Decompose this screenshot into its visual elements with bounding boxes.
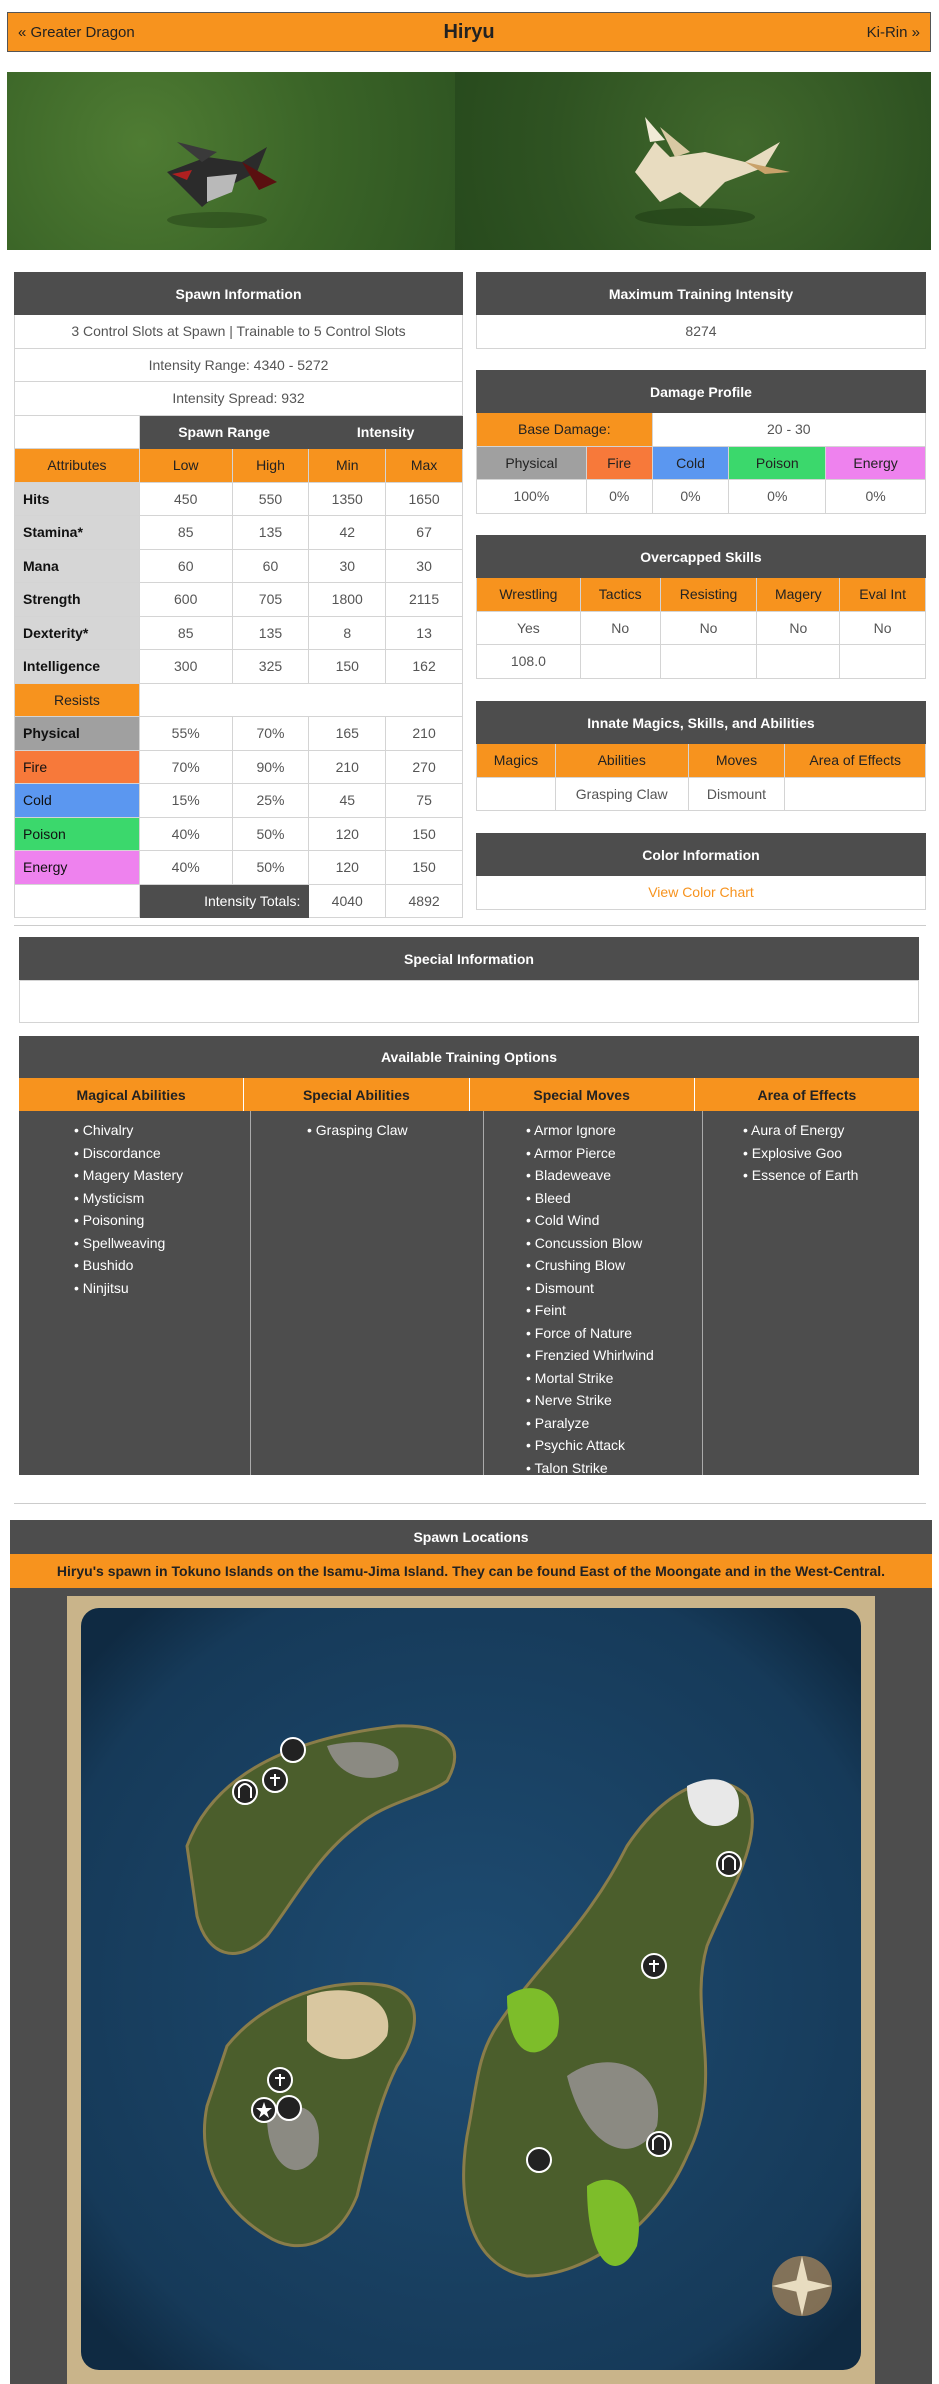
list-item: • Explosive Goo bbox=[743, 1142, 919, 1165]
page-title: Hiryu bbox=[443, 20, 495, 43]
innate-col-abilities: Abilities bbox=[555, 744, 688, 778]
low-header: Low bbox=[139, 449, 232, 483]
training-options-header: Available Training Options bbox=[19, 1036, 919, 1078]
skill-value bbox=[757, 645, 840, 679]
list-item: • Mortal Strike bbox=[526, 1367, 702, 1390]
attribute-high: 550 bbox=[232, 482, 309, 516]
list-item: • Grasping Claw bbox=[307, 1119, 483, 1142]
special-information-panel bbox=[19, 937, 919, 1023]
attribute-low: 85 bbox=[139, 516, 232, 550]
attribute-name: Intelligence bbox=[15, 650, 140, 684]
base-damage-value: 20 - 30 bbox=[652, 413, 925, 447]
list-item: • Essence of Earth bbox=[743, 1164, 919, 1187]
list-item: • Chivalry bbox=[74, 1119, 250, 1142]
light-hiryu-figure bbox=[605, 112, 795, 232]
attribute-row bbox=[15, 583, 463, 617]
attribute-min: 1350 bbox=[309, 482, 386, 516]
resist-max: 150 bbox=[386, 851, 463, 885]
skill-flag: No bbox=[757, 611, 840, 645]
intensity-total-max: 4892 bbox=[386, 884, 463, 918]
list-item: • Bladeweave bbox=[526, 1164, 702, 1187]
ankh-icon bbox=[263, 1768, 287, 1792]
damage-type-poison: Poison bbox=[729, 446, 826, 480]
divider bbox=[14, 1503, 926, 1504]
attribute-row bbox=[15, 549, 463, 583]
spawn-locations-panel bbox=[10, 1520, 932, 2384]
resist-high: 70% bbox=[232, 717, 309, 751]
resist-low: 55% bbox=[139, 717, 232, 751]
spawn-locations-header: Spawn Locations bbox=[10, 1520, 932, 1554]
resist-row bbox=[15, 750, 463, 784]
resist-min: 120 bbox=[309, 817, 386, 851]
attribute-max: 1650 bbox=[386, 482, 463, 516]
special-information-header: Special Information bbox=[19, 937, 919, 980]
special-information-body bbox=[19, 980, 919, 1023]
list-item: • Cold Wind bbox=[526, 1209, 702, 1232]
attribute-row bbox=[15, 616, 463, 650]
list-item: • Bleed bbox=[526, 1187, 702, 1210]
damage-value-poison: 0% bbox=[729, 480, 826, 514]
min-header: Min bbox=[309, 449, 386, 483]
hiryu-dark-image bbox=[7, 72, 457, 250]
innate-col-aoe: Area of Effects bbox=[785, 744, 926, 778]
attribute-low: 300 bbox=[139, 650, 232, 684]
attribute-min: 42 bbox=[309, 516, 386, 550]
next-creature-link[interactable]: Ki-Rin » bbox=[866, 23, 920, 41]
dark-hiryu-figure bbox=[147, 132, 297, 232]
skill-value bbox=[580, 645, 660, 679]
list-item: • Dismount bbox=[526, 1277, 702, 1300]
overcapped-skills-header: Overcapped Skills bbox=[477, 536, 926, 578]
attribute-row bbox=[15, 516, 463, 550]
training-options-panel bbox=[19, 1036, 919, 1475]
resist-max: 150 bbox=[386, 817, 463, 851]
moon-icon bbox=[527, 2148, 551, 2172]
resist-max: 270 bbox=[386, 750, 463, 784]
ankh-icon bbox=[642, 1954, 666, 1978]
intensity-totals-label: Intensity Totals: bbox=[139, 884, 309, 918]
skill-flag: No bbox=[580, 611, 660, 645]
training-col-title: Magical Abilities bbox=[19, 1078, 244, 1111]
view-color-chart-link[interactable]: View Color Chart bbox=[648, 884, 754, 901]
intensity-total-min: 4040 bbox=[309, 884, 386, 918]
innate-magics-value bbox=[477, 777, 556, 811]
overcapped-skills-panel bbox=[476, 535, 926, 679]
control-slots-text: 3 Control Slots at Spawn | Trainable to 5 Control Slots bbox=[15, 315, 463, 349]
attribute-min: 30 bbox=[309, 549, 386, 583]
resist-max: 210 bbox=[386, 717, 463, 751]
damage-type-energy: Energy bbox=[826, 446, 926, 480]
ocean bbox=[81, 1608, 861, 2370]
attribute-low: 600 bbox=[139, 583, 232, 617]
training-subheaders bbox=[19, 1078, 919, 1111]
list-item: • Frenzied Whirlwind bbox=[526, 1344, 702, 1367]
list-item: • Nerve Strike bbox=[526, 1389, 702, 1412]
attribute-min: 1800 bbox=[309, 583, 386, 617]
innate-moves-value: Dismount bbox=[688, 777, 785, 811]
resist-high: 50% bbox=[232, 817, 309, 851]
list-item: • Spellweaving bbox=[74, 1232, 250, 1255]
list-item: • Ninjitsu bbox=[74, 1277, 250, 1300]
tokuno-map bbox=[67, 1596, 875, 2384]
skill-flag: Yes bbox=[477, 611, 581, 645]
damage-type-physical: Physical bbox=[477, 446, 587, 480]
high-header: High bbox=[232, 449, 309, 483]
skill-name: Tactics bbox=[580, 578, 660, 612]
innate-abilities-header: Innate Magics, Skills, and Abilities bbox=[477, 702, 926, 744]
attribute-name: Dexterity* bbox=[15, 616, 140, 650]
skill-name: Eval Int bbox=[840, 578, 926, 612]
creature-banner bbox=[7, 72, 931, 250]
list-item: • Poisoning bbox=[74, 1209, 250, 1232]
list-item: • Magery Mastery bbox=[74, 1164, 250, 1187]
attribute-name: Strength bbox=[15, 583, 140, 617]
attribute-name: Stamina* bbox=[15, 516, 140, 550]
innate-col-moves: Moves bbox=[688, 744, 785, 778]
list-item: • Discordance bbox=[74, 1142, 250, 1165]
attribute-high: 135 bbox=[232, 616, 309, 650]
spawn-information-table bbox=[14, 272, 463, 918]
list-item: • Concussion Blow bbox=[526, 1232, 702, 1255]
resist-name: Poison bbox=[15, 817, 140, 851]
max-training-intensity-header: Maximum Training Intensity bbox=[477, 273, 926, 315]
max-training-intensity-panel bbox=[476, 272, 926, 349]
skill-name: Wrestling bbox=[477, 578, 581, 612]
attribute-low: 85 bbox=[139, 616, 232, 650]
skill-name: Magery bbox=[757, 578, 840, 612]
skill-name: Resisting bbox=[660, 578, 757, 612]
resist-name: Cold bbox=[15, 784, 140, 818]
intensity-range-text: Intensity Range: 4340 - 5272 bbox=[15, 348, 463, 382]
skill-value: 108.0 bbox=[477, 645, 581, 679]
innate-abilities-panel bbox=[476, 701, 926, 811]
attribute-name: Hits bbox=[15, 482, 140, 516]
damage-profile-header: Damage Profile bbox=[477, 371, 926, 413]
damage-value-energy: 0% bbox=[826, 480, 926, 514]
attribute-row bbox=[15, 482, 463, 516]
attributes-header: Attributes bbox=[15, 449, 140, 483]
damage-type-fire: Fire bbox=[586, 446, 652, 480]
list-item: • Talon Strike bbox=[526, 1457, 702, 1480]
list-item: • Aura of Energy bbox=[743, 1119, 919, 1142]
resist-row bbox=[15, 851, 463, 885]
spawn-locations-caption: Hiryu's spawn in Tokuno Islands on the Isamu-Jima Island. They can be found East of the Moongate and in the West-Central. bbox=[10, 1554, 932, 1588]
skill-flag: No bbox=[660, 611, 757, 645]
resist-low: 15% bbox=[139, 784, 232, 818]
resist-high: 50% bbox=[232, 851, 309, 885]
attribute-low: 450 bbox=[139, 482, 232, 516]
attribute-name: Mana bbox=[15, 549, 140, 583]
moongate-icon bbox=[233, 1780, 257, 1804]
attribute-min: 150 bbox=[309, 650, 386, 684]
special-abilities-column bbox=[251, 1111, 484, 1475]
damage-type-cold: Cold bbox=[652, 446, 729, 480]
resists-header: Resists bbox=[15, 683, 140, 717]
attribute-row bbox=[15, 650, 463, 684]
attribute-max: 162 bbox=[386, 650, 463, 684]
moongate-icon bbox=[647, 2132, 671, 2156]
innate-abilities-value: Grasping Claw bbox=[555, 777, 688, 811]
resist-high: 25% bbox=[232, 784, 309, 818]
special-moves-column bbox=[484, 1111, 703, 1475]
training-col-title: Area of Effects bbox=[695, 1078, 919, 1111]
totals-spacer bbox=[15, 884, 140, 918]
training-columns bbox=[19, 1111, 919, 1475]
resist-name: Energy bbox=[15, 851, 140, 885]
damage-value-fire: 0% bbox=[586, 480, 652, 514]
training-col-title: Special Moves bbox=[470, 1078, 695, 1111]
resist-max: 75 bbox=[386, 784, 463, 818]
list-item: • Paralyze bbox=[526, 1412, 702, 1435]
list-item: • Feint bbox=[526, 1299, 702, 1322]
skill-value bbox=[840, 645, 926, 679]
damage-profile-panel bbox=[476, 370, 926, 514]
attribute-max: 13 bbox=[386, 616, 463, 650]
base-damage-label: Base Damage: bbox=[477, 413, 653, 447]
divider bbox=[14, 925, 926, 926]
resist-row bbox=[15, 717, 463, 751]
attribute-high: 325 bbox=[232, 650, 309, 684]
innate-col-magics: Magics bbox=[477, 744, 556, 778]
damage-value-cold: 0% bbox=[652, 480, 729, 514]
color-information-panel bbox=[476, 833, 926, 910]
resist-min: 210 bbox=[309, 750, 386, 784]
skill-value bbox=[660, 645, 757, 679]
damage-value-physical: 100% bbox=[477, 480, 587, 514]
resist-low: 40% bbox=[139, 851, 232, 885]
resist-high: 90% bbox=[232, 750, 309, 784]
resist-row bbox=[15, 817, 463, 851]
list-item: • Crushing Blow bbox=[526, 1254, 702, 1277]
attribute-max: 30 bbox=[386, 549, 463, 583]
resist-name: Fire bbox=[15, 750, 140, 784]
color-information-header: Color Information bbox=[477, 834, 926, 876]
magical-abilities-column bbox=[19, 1111, 251, 1475]
list-item: • Armor Ignore bbox=[526, 1119, 702, 1142]
innate-aoe-value bbox=[785, 777, 926, 811]
skill-flag: No bbox=[840, 611, 926, 645]
attribute-max: 2115 bbox=[386, 583, 463, 617]
blank-corner bbox=[15, 415, 140, 449]
resist-min: 165 bbox=[309, 717, 386, 751]
area-of-effects-column bbox=[703, 1111, 919, 1475]
max-training-intensity-value: 8274 bbox=[477, 315, 926, 349]
intensity-spread-text: Intensity Spread: 932 bbox=[15, 382, 463, 416]
spawn-info-header: Spawn Information bbox=[15, 273, 463, 315]
list-item: • Mysticism bbox=[74, 1187, 250, 1210]
attribute-low: 60 bbox=[139, 549, 232, 583]
training-col-title: Special Abilities bbox=[244, 1078, 469, 1111]
moon-icon bbox=[277, 2096, 301, 2120]
list-item: • Armor Pierce bbox=[526, 1142, 702, 1165]
creature-nav-bar bbox=[7, 12, 931, 52]
compass-rose-icon bbox=[772, 2256, 832, 2316]
list-item: • Force of Nature bbox=[526, 1322, 702, 1345]
max-header: Max bbox=[386, 449, 463, 483]
attribute-high: 60 bbox=[232, 549, 309, 583]
attribute-min: 8 bbox=[309, 616, 386, 650]
attribute-high: 705 bbox=[232, 583, 309, 617]
hiryu-light-image bbox=[455, 72, 931, 250]
resist-name: Physical bbox=[15, 717, 140, 751]
list-item: • Bushido bbox=[74, 1254, 250, 1277]
attribute-max: 67 bbox=[386, 516, 463, 550]
spawn-range-header: Spawn Range bbox=[139, 415, 309, 449]
resists-spacer bbox=[139, 683, 462, 717]
list-item: • Psychic Attack bbox=[526, 1434, 702, 1457]
resist-min: 120 bbox=[309, 851, 386, 885]
star-icon bbox=[252, 2098, 276, 2122]
ankh-icon bbox=[268, 2068, 292, 2092]
moon-icon bbox=[281, 1738, 305, 1762]
moongate-icon bbox=[717, 1852, 741, 1876]
resist-min: 45 bbox=[309, 784, 386, 818]
intensity-header: Intensity bbox=[309, 415, 463, 449]
resist-low: 40% bbox=[139, 817, 232, 851]
resist-low: 70% bbox=[139, 750, 232, 784]
attribute-high: 135 bbox=[232, 516, 309, 550]
resist-row bbox=[15, 784, 463, 818]
prev-creature-link[interactable]: « Greater Dragon bbox=[18, 23, 135, 41]
